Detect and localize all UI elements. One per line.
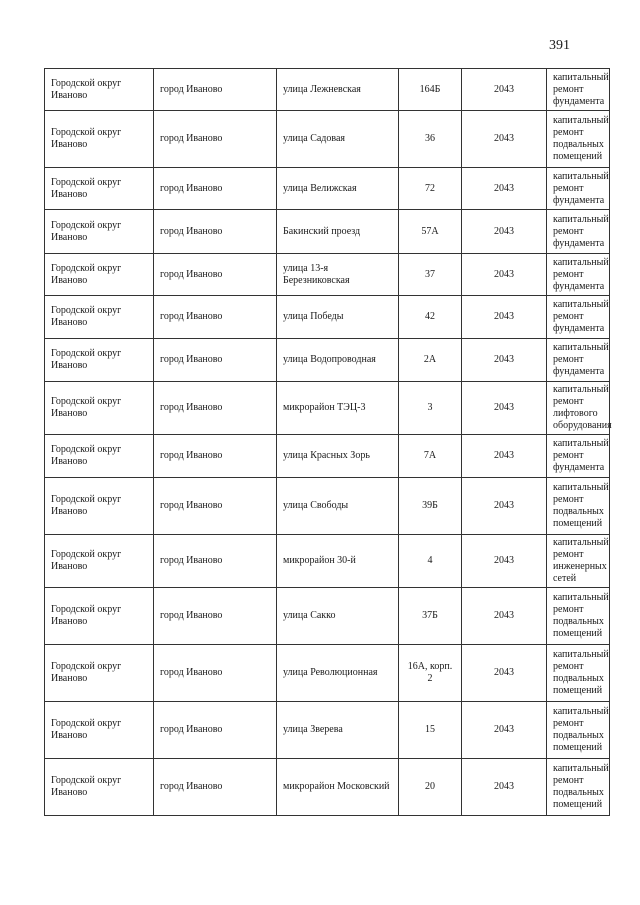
work-type-cell (547, 435, 610, 478)
work-type-line: ремонт (553, 549, 584, 560)
municipal-district-cell: Городской округ Иваново (45, 168, 154, 210)
work-type-cell (547, 69, 610, 111)
table-row (45, 588, 610, 645)
work-type-line: ремонт (553, 661, 584, 672)
work-type-line: инженерных (553, 561, 607, 572)
work-type-line: ремонт (553, 127, 584, 138)
work-type-line: ремонт (553, 354, 584, 365)
work-type-line: сетей (553, 573, 577, 584)
work-type-line: фундамента (553, 194, 605, 206)
year-cell: 2043 (462, 210, 547, 254)
table-row (45, 254, 610, 296)
table-row (45, 435, 610, 478)
municipal-district-cell: Городской округ Иваново (45, 478, 154, 535)
city-cell: город Иваново (154, 69, 277, 111)
street-cell: улица Победы (277, 296, 399, 339)
street-cell: микрорайон ТЭЦ-3 (277, 382, 399, 435)
house-number-cell: 164Б (399, 69, 462, 111)
work-type-line: капитальный (553, 438, 609, 449)
work-type-cell (547, 254, 610, 296)
street-cell: микрорайон 30-й (277, 535, 399, 588)
city-cell: город Иваново (154, 588, 277, 645)
house-number-cell: 4 (399, 535, 462, 588)
city-cell: город Иваново (154, 296, 277, 339)
year-cell: 2043 (462, 296, 547, 339)
work-type-cell (547, 588, 610, 645)
year-cell: 2043 (462, 339, 547, 382)
work-type-line: капитальный (553, 170, 609, 182)
work-type-line: ремонт (553, 311, 584, 322)
work-type-cell (547, 168, 610, 210)
house-number-cell: 16А, корп. 2 (399, 645, 462, 702)
street-cell: улица Водопроводная (277, 339, 399, 382)
street-cell: улица Зверева (277, 702, 399, 759)
house-number-cell: 7А (399, 435, 462, 478)
house-number-cell: 3 (399, 382, 462, 435)
work-type-cell (547, 296, 610, 339)
street-cell: Бакинский проезд (277, 210, 399, 254)
year-cell: 2043 (462, 382, 547, 435)
municipal-district-cell: Городской округ Иваново (45, 435, 154, 478)
work-type-line: оборудования (553, 420, 612, 431)
work-type-line: капитальный (553, 763, 609, 774)
work-type-line: капитальный (553, 649, 609, 660)
work-type-line: подвальных (553, 139, 604, 150)
city-cell: город Иваново (154, 168, 277, 210)
city-cell: город Иваново (154, 210, 277, 254)
work-type-line: капитальный (553, 299, 609, 310)
municipal-district-cell: Городской округ Иваново (45, 69, 154, 111)
work-type-line: ремонт (553, 775, 584, 786)
work-type-line: фундамента (553, 95, 605, 107)
year-cell: 2043 (462, 588, 547, 645)
city-cell: город Иваново (154, 382, 277, 435)
work-type-cell (547, 339, 610, 382)
street-cell: улица Велижская (277, 168, 399, 210)
year-cell: 2043 (462, 702, 547, 759)
work-type-cell (547, 210, 610, 254)
work-type-line: подвальных (553, 730, 604, 741)
work-type-line: помещений (553, 628, 603, 639)
work-type-line: помещений (553, 518, 603, 529)
table-row (45, 478, 610, 535)
work-type-line: ремонт (553, 396, 584, 407)
work-type-line: капитальный (553, 706, 609, 717)
municipal-district-cell: Городской округ Иваново (45, 254, 154, 296)
year-cell: 2043 (462, 478, 547, 535)
work-type-cell (547, 759, 610, 816)
municipal-district-cell: Городской округ Иваново (45, 111, 154, 168)
year-cell: 2043 (462, 759, 547, 816)
work-type-line: ремонт (553, 83, 584, 95)
work-type-cell (547, 111, 610, 168)
work-type-line: лифтового (553, 408, 598, 419)
table-row (45, 339, 610, 382)
work-type-line: подвальных (553, 506, 604, 517)
work-type-line: капитальный (553, 256, 609, 268)
work-type-line: помещений (553, 742, 603, 753)
house-number-cell: 20 (399, 759, 462, 816)
year-cell: 2043 (462, 111, 547, 168)
street-cell: улица Садовая (277, 111, 399, 168)
work-type-cell (547, 535, 610, 588)
house-number-cell: 37Б (399, 588, 462, 645)
work-type-line: подвальных (553, 673, 604, 684)
year-cell: 2043 (462, 645, 547, 702)
work-type-line: ремонт (553, 494, 584, 505)
city-cell: город Иваново (154, 478, 277, 535)
year-cell: 2043 (462, 435, 547, 478)
work-type-line: фундамента (553, 237, 605, 249)
table-body (45, 69, 610, 816)
work-type-line: капитальный (553, 592, 609, 603)
municipal-district-cell: Городской округ Иваново (45, 210, 154, 254)
work-type-line: фундамента (553, 462, 605, 473)
municipal-district-cell: Городской округ Иваново (45, 296, 154, 339)
city-cell: город Иваново (154, 645, 277, 702)
work-type-line: капитальный (553, 482, 609, 493)
work-type-line: фундамента (553, 366, 605, 377)
work-type-cell (547, 382, 610, 435)
table-row (45, 296, 610, 339)
table-row (45, 210, 610, 254)
repair-schedule-table (44, 68, 610, 816)
work-type-line: ремонт (553, 225, 584, 237)
work-type-line: ремонт (553, 604, 584, 615)
city-cell: город Иваново (154, 339, 277, 382)
table-row (45, 382, 610, 435)
city-cell: город Иваново (154, 759, 277, 816)
house-number-cell: 36 (399, 111, 462, 168)
year-cell: 2043 (462, 535, 547, 588)
municipal-district-cell: Городской округ Иваново (45, 535, 154, 588)
municipal-district-cell: Городской округ Иваново (45, 382, 154, 435)
city-cell: город Иваново (154, 702, 277, 759)
street-cell: улица Революционная (277, 645, 399, 702)
city-cell: город Иваново (154, 435, 277, 478)
work-type-line: фундамента (553, 280, 605, 292)
work-type-line: помещений (553, 799, 603, 810)
work-type-line: ремонт (553, 182, 584, 194)
work-type-line: ремонт (553, 450, 584, 461)
work-type-cell (547, 702, 610, 759)
house-number-cell: 15 (399, 702, 462, 759)
municipal-district-cell: Городской округ Иваново (45, 759, 154, 816)
municipal-district-cell: Городской округ Иваново (45, 645, 154, 702)
municipal-district-cell: Городской округ Иваново (45, 339, 154, 382)
house-number-cell: 2А (399, 339, 462, 382)
municipal-district-cell: Городской округ Иваново (45, 702, 154, 759)
work-type-line: ремонт (553, 718, 584, 729)
house-number-cell: 57А (399, 210, 462, 254)
work-type-line: помещений (553, 151, 603, 162)
work-type-line: капитальный (553, 115, 609, 126)
year-cell: 2043 (462, 168, 547, 210)
table-row (45, 759, 610, 816)
table-row (45, 168, 610, 210)
work-type-line: подвальных (553, 787, 604, 798)
work-type-line: капитальный (553, 213, 609, 225)
table-row (45, 702, 610, 759)
street-cell: улица Красных Зорь (277, 435, 399, 478)
house-number-cell: 42 (399, 296, 462, 339)
work-type-cell (547, 645, 610, 702)
work-type-line: фундамента (553, 323, 605, 334)
work-type-line: капитальный (553, 537, 609, 548)
work-type-line: помещений (553, 685, 603, 696)
street-cell: улица Свободы (277, 478, 399, 535)
table-row (45, 69, 610, 111)
house-number-cell: 37 (399, 254, 462, 296)
work-type-line: капитальный (553, 342, 609, 353)
house-number-cell: 39Б (399, 478, 462, 535)
street-cell: микрорайон Московский (277, 759, 399, 816)
house-number-cell: 72 (399, 168, 462, 210)
city-cell: город Иваново (154, 535, 277, 588)
year-cell: 2043 (462, 254, 547, 296)
street-cell: улица Лежневская (277, 69, 399, 111)
year-cell: 2043 (462, 69, 547, 111)
table-row (45, 535, 610, 588)
work-type-line: капитальный (553, 384, 609, 395)
city-cell: город Иваново (154, 111, 277, 168)
page-number: 391 (549, 38, 570, 53)
street-cell: улица Сакко (277, 588, 399, 645)
work-type-line: ремонт (553, 268, 584, 280)
work-type-line: капитальный (553, 71, 609, 83)
table-row (45, 645, 610, 702)
city-cell: город Иваново (154, 254, 277, 296)
municipal-district-cell: Городской округ Иваново (45, 588, 154, 645)
work-type-line: подвальных (553, 616, 604, 627)
street-cell: улица 13-я Березниковская (277, 254, 399, 296)
table-row (45, 111, 610, 168)
work-type-cell (547, 478, 610, 535)
